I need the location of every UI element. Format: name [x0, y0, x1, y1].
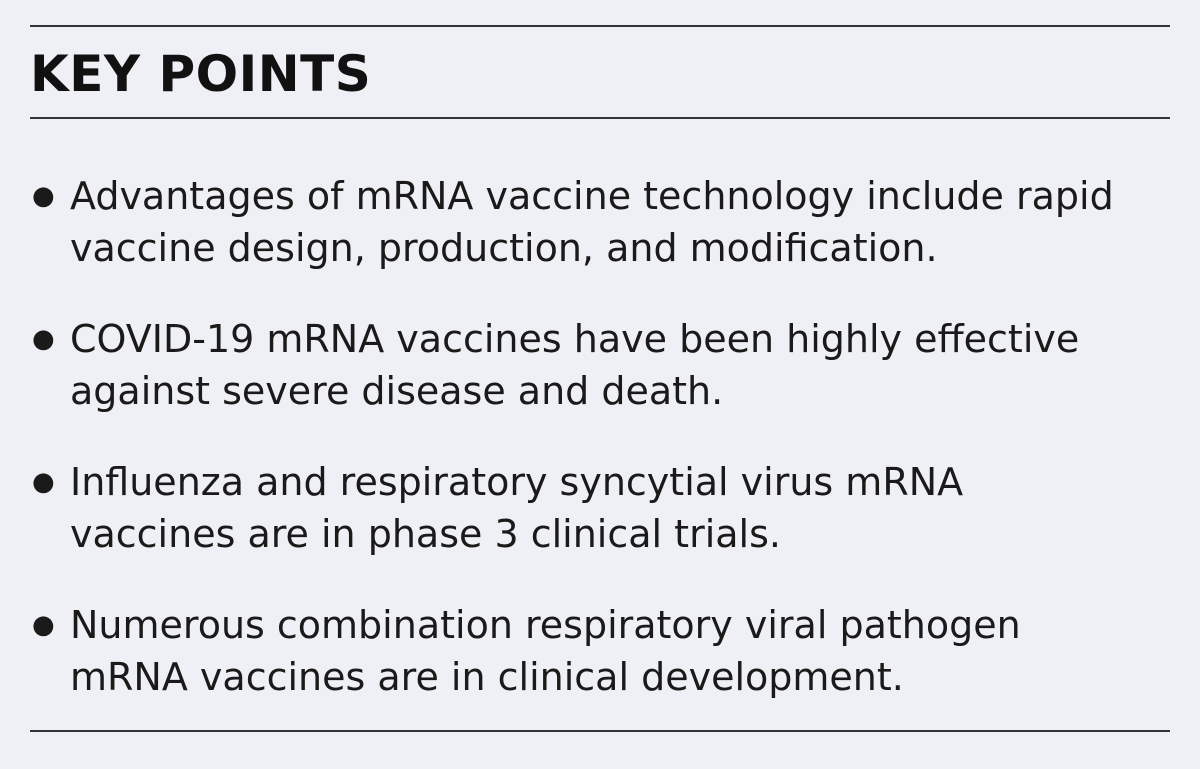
heading-divider — [30, 117, 1170, 119]
bullet-icon: ● — [32, 610, 55, 640]
point-text-line: Numerous combination respiratory viral pathogen — [70, 603, 1021, 647]
point-text-line: Influenza and respiratory syncytial virus mRNA — [70, 460, 964, 504]
bullet-icon: ● — [32, 467, 55, 497]
point-text-line: vaccines are in phase 3 clinical trials. — [70, 512, 781, 556]
bullet-icon: ● — [32, 324, 55, 354]
list-item — [30, 599, 1180, 703]
bottom-divider — [30, 730, 1170, 732]
point-text-line: against severe disease and death. — [70, 369, 724, 413]
point-text-line: vaccine design, production, and modification. — [70, 226, 938, 270]
list-item — [30, 170, 1180, 274]
bullet-icon: ● — [32, 181, 55, 211]
list-item — [30, 456, 1180, 560]
key-points-list — [30, 170, 1180, 742]
point-text-line: mRNA vaccines are in clinical development. — [70, 655, 904, 699]
list-item — [30, 313, 1180, 417]
section-heading: KEY POINTS — [30, 45, 372, 103]
top-divider — [30, 25, 1170, 27]
point-text-line: COVID-19 mRNA vaccines have been highly effective — [70, 317, 1080, 361]
point-text-line: Advantages of mRNA vaccine technology include rapid — [70, 174, 1114, 218]
